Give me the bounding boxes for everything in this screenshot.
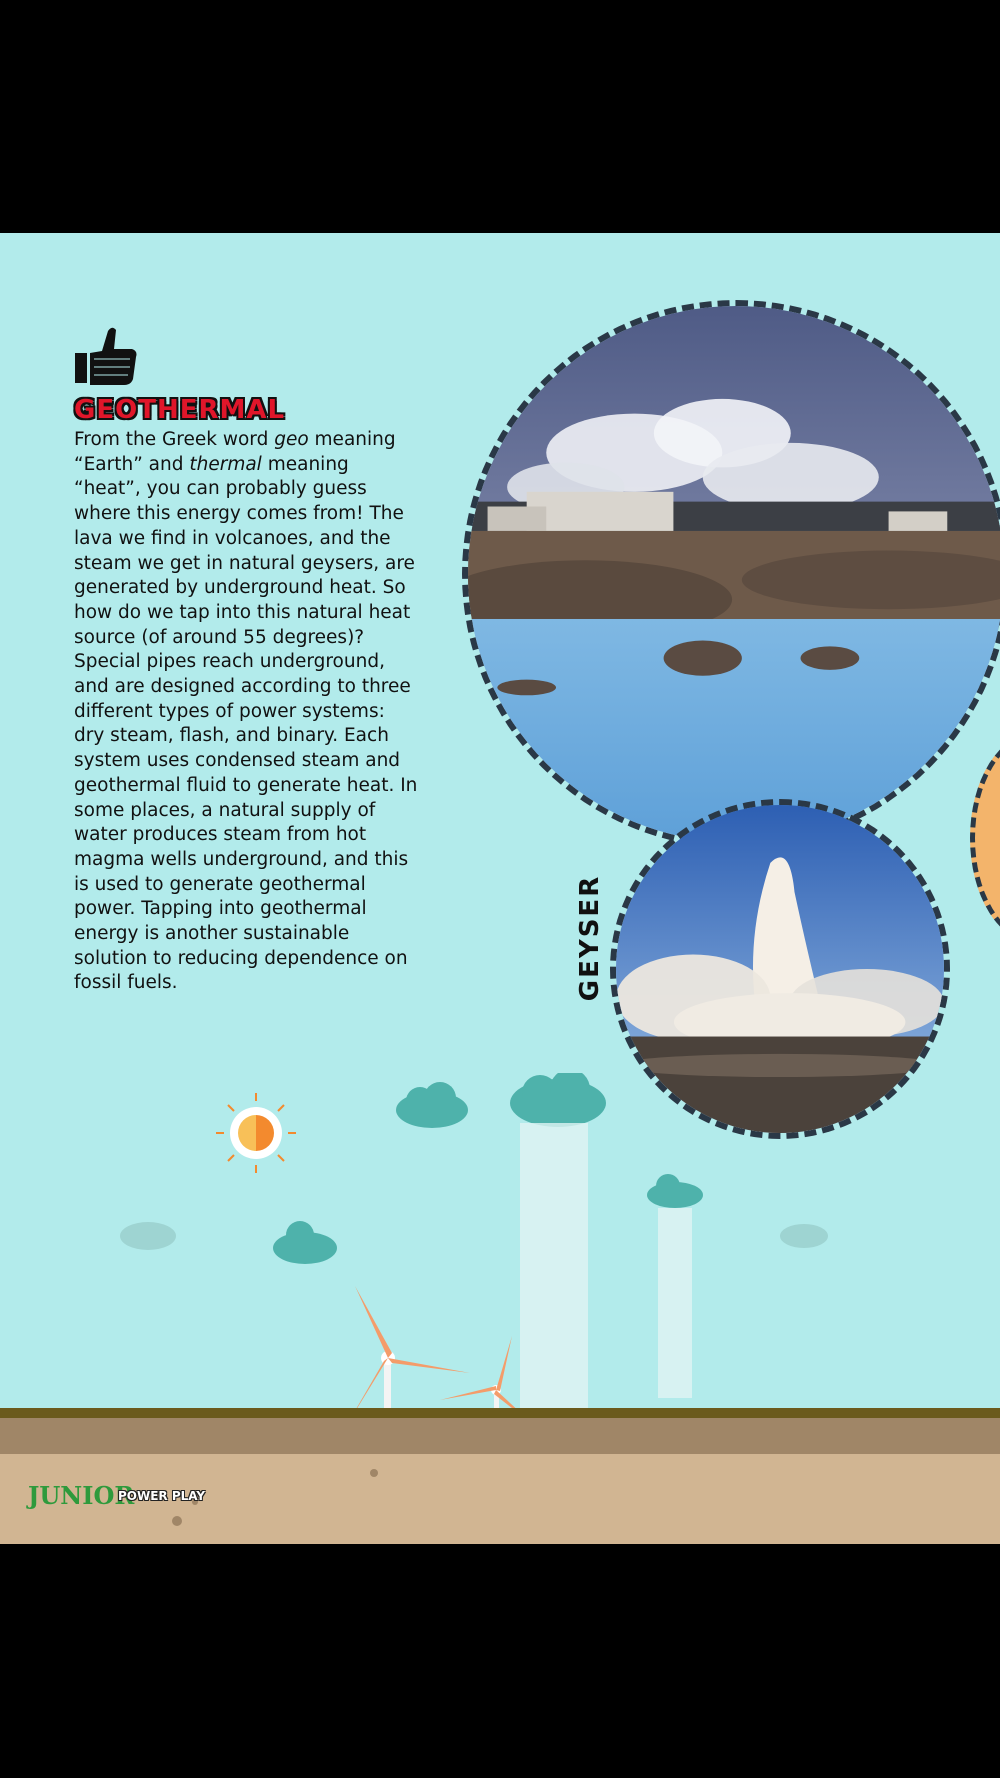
geothermal-plant-photo <box>462 300 1000 848</box>
partial-photo <box>970 733 1000 943</box>
soil-layer <box>0 1418 1000 1454</box>
cloud-icon <box>273 1073 703 1264</box>
article-title: GEOTHERMAL <box>74 395 286 425</box>
ground-band <box>0 1408 1000 1418</box>
pebble <box>172 1516 182 1526</box>
article-body: From the Greek word geo meaning “Earth” and thermal meaning “heat”, you can probably guess where this energy comes from! The lava we find in volcanoes, and the steam we get in natural geysers, are generated by underground heat. So how do we tap into this natural heat source (of around 55 degrees)? Special pipes reach underground, and are designed according to three different types of power systems: dry steam, flash, and binary. Each system uses condensed steam and geothermal fluid to generate heat. In some places, a natural supply of water produces steam from hot magma wells underground, and this is used to generate geothermal power. Tapping into geothermal energy is another sustainable solution to reducing dependence on fossil fuels. <box>74 429 418 994</box>
thumbs-up-icon <box>74 325 140 391</box>
junior-logo: JUNIOR <box>28 1481 135 1510</box>
geyser-label: GEYSER <box>575 874 605 1002</box>
sun-icon <box>216 1093 296 1173</box>
power-play-brand: POWER PLAY <box>118 1489 206 1503</box>
pebble <box>370 1469 378 1477</box>
page <box>0 233 1000 1544</box>
